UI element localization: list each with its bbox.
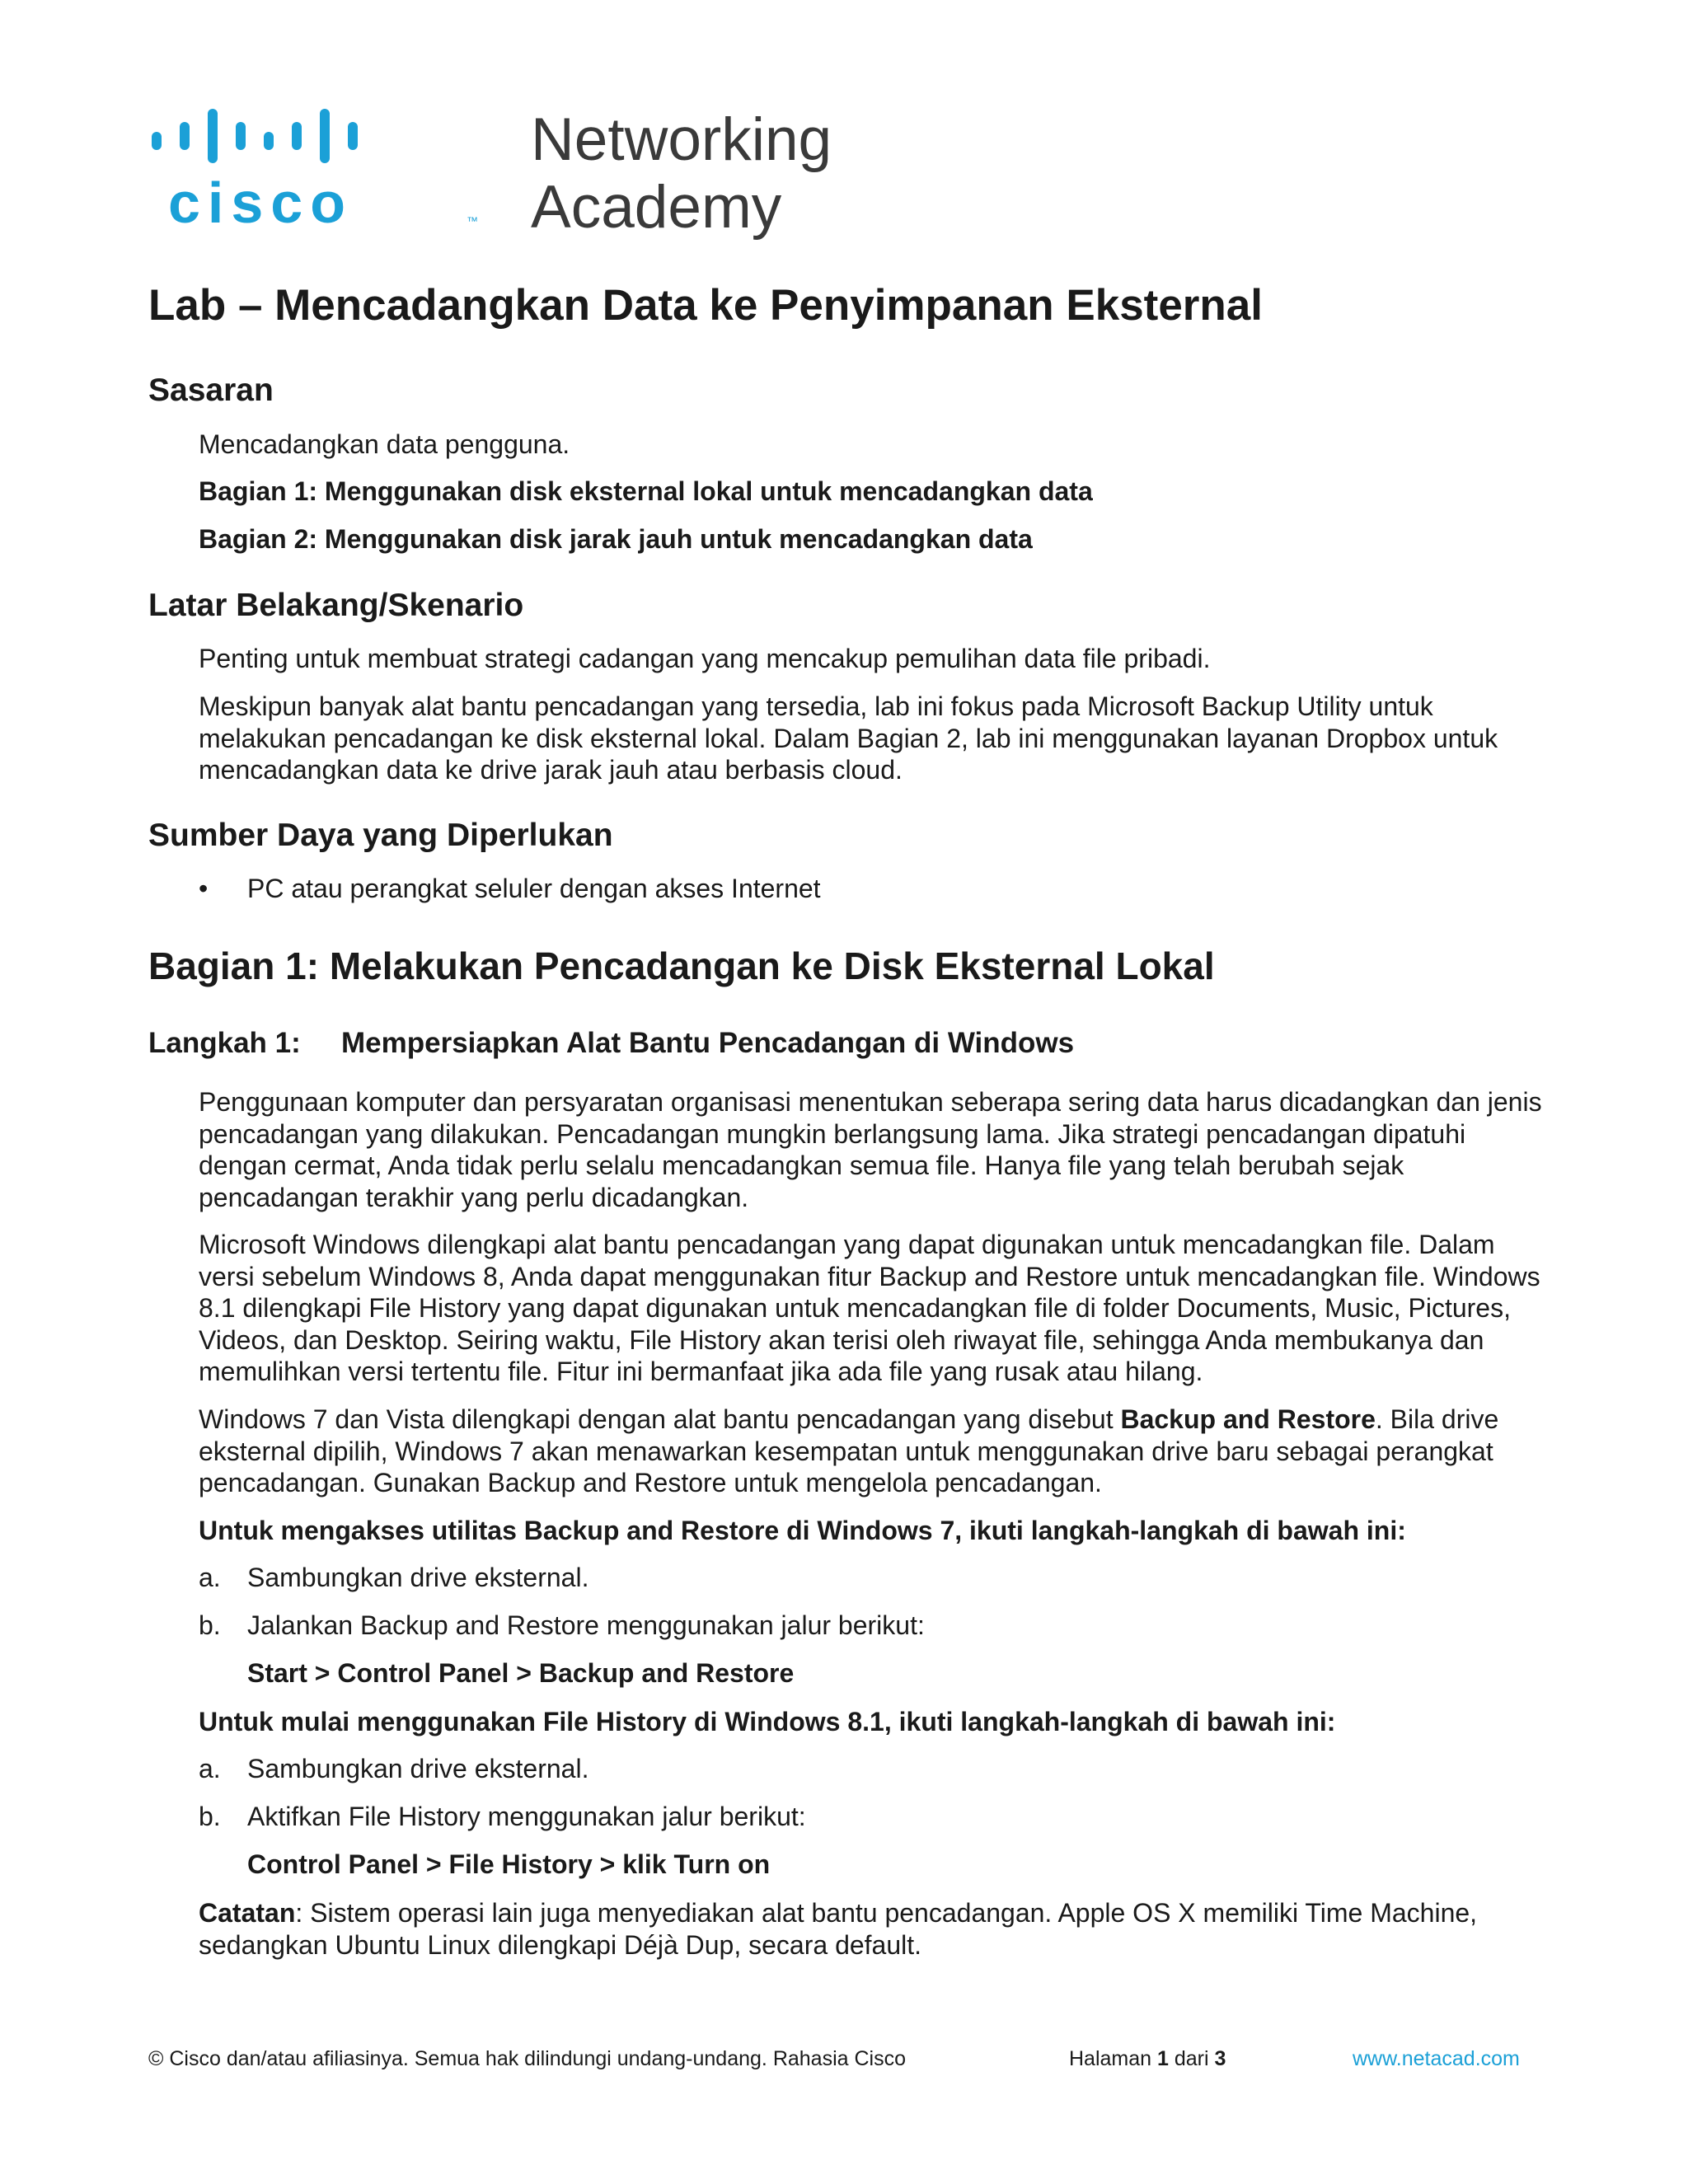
- objectives-heading: Sasaran: [148, 373, 274, 408]
- networking-academy-text: Networking Academy: [531, 106, 832, 241]
- resources-heading: Sumber Daya yang Diperlukan: [148, 818, 613, 853]
- objective-part-1: Bagian 1: Menggunakan disk eksternal lokal untuk mencadangkan data: [199, 476, 1093, 506]
- background-heading: Latar Belakang/Skenario: [148, 588, 524, 623]
- part-1-paragraph-2: Microsoft Windows dilengkapi alat bantu pencadangan yang dapat digunakan untuk mencadangkan file. Dalam versi sebelum Windows 8, Anda dapat menggunakan fitur Backup and Restore untuk mencadangkan file. Windows 8.1 dilengkapi File History yang dapat digunakan untuk mencadangkan file di folder Documents, Music, Pictures, Videos, dan Desktop. Seiring waktu, File History akan terisi oleh riwayat file, sehingga Anda membukanya dan memulihkan versi tertentu file. Fitur ini bermanfaat jika ada file yang rusak atau hilang.: [199, 1230, 1540, 1386]
- background-paragraph-1: Penting untuk membuat strategi cadangan yang mencakup pemulihan data file pribadi.: [199, 644, 1211, 673]
- win81-menu-path: Control Panel > File History > klik Turn on: [247, 1849, 771, 1879]
- note-paragraph: Catatan: Sistem operasi lain juga menyediakan alat bantu pencadangan. Apple OS X memiliki Time Machine, sedangkan Ubuntu Linux dilengkapi Déjà Dup, secara default.: [199, 1898, 1478, 1960]
- document-title: Lab – Mencadangkan Data ke Penyimpanan Eksternal: [148, 281, 1263, 330]
- footer-website-link[interactable]: www.netacad.com: [1353, 2047, 1520, 2070]
- win7-step-b-marker: b.: [199, 1610, 221, 1640]
- win7-menu-path: Start > Control Panel > Backup and Restore: [247, 1658, 795, 1688]
- objectives-intro: Mencadangkan data pengguna.: [199, 429, 570, 459]
- footer-copyright: © Cisco dan/atau afiliasinya. Semua hak dilindungi undang-undang. Rahasia Cisco: [148, 2047, 906, 2070]
- win81-step-a: Sambungkan drive eksternal.: [247, 1754, 589, 1783]
- windows-7-instructions-intro: Untuk mengakses utilitas Backup and Restore di Windows 7, ikuti langkah-langkah di bawah ini:: [199, 1516, 1406, 1545]
- win7-step-a-marker: a.: [199, 1563, 221, 1592]
- win81-step-a-marker: a.: [199, 1754, 221, 1783]
- part-1-heading: Bagian 1: Melakukan Pencadangan ke Disk Eksternal Lokal: [148, 944, 1215, 987]
- step-1-title: Mempersiapkan Alat Bantu Pencadangan di Windows: [341, 1027, 1075, 1059]
- win7-step-b: Jalankan Backup and Restore menggunakan jalur berikut:: [247, 1610, 925, 1640]
- trademark-mark: ™: [467, 214, 478, 227]
- background-paragraph-2: Meskipun banyak alat bantu pencadangan yang tersedia, lab ini fokus pada Microsoft Backup Utility untuk melakukan pencadangan ke disk eksternal lokal. Dalam Bagian 2, lab ini menggunakan layanan Dropbox untuk mencadangkan data ke drive jarak jauh atau berbasis cloud.: [199, 691, 1498, 785]
- bullet-icon: •: [199, 874, 209, 903]
- step-1-label: Langkah 1:: [148, 1027, 301, 1059]
- win81-step-b-marker: b.: [199, 1802, 221, 1831]
- part-1-paragraph-3: Windows 7 dan Vista dilengkapi dengan alat bantu pencadangan yang disebut Backup and Restore. Bila drive eksternal dipilih, Windows 7 akan menawarkan kesempatan untuk menggunakan drive baru sebagai perangkat pencadangan. Gunakan Backup and Restore untuk mengelola pencadangan.: [199, 1404, 1499, 1497]
- windows-81-instructions-intro: Untuk mulai menggunakan File History di Windows 8.1, ikuti langkah-langkah di bawah ini:: [199, 1707, 1336, 1736]
- win7-step-a: Sambungkan drive eksternal.: [247, 1563, 589, 1592]
- cisco-bars-icon: [147, 105, 361, 163]
- footer-page-number: Halaman 1 dari 3: [1069, 2047, 1226, 2070]
- objective-part-2: Bagian 2: Menggunakan disk jarak jauh untuk mencadangkan data: [199, 524, 1033, 554]
- part-1-paragraph-1: Penggunaan komputer dan persyaratan organisasi menentukan seberapa sering data harus dicadangkan dan jenis pencadangan yang dilakukan. Pencadangan mungkin berlangsung lama. Jika strategi pencadangan dipatuhi dengan cermat, Anda tidak perlu selalu mencadangkan semua file. Hanya file yang telah berubah sejak pencadangan terakhir yang perlu dicadangkan.: [199, 1087, 1542, 1212]
- win81-step-b: Aktifkan File History menggunakan jalur berikut:: [247, 1802, 806, 1831]
- cisco-wordmark: cisco: [168, 171, 353, 235]
- resource-item: PC atau perangkat seluler dengan akses Internet: [247, 874, 821, 903]
- cisco-networking-academy-logo: [147, 105, 832, 241]
